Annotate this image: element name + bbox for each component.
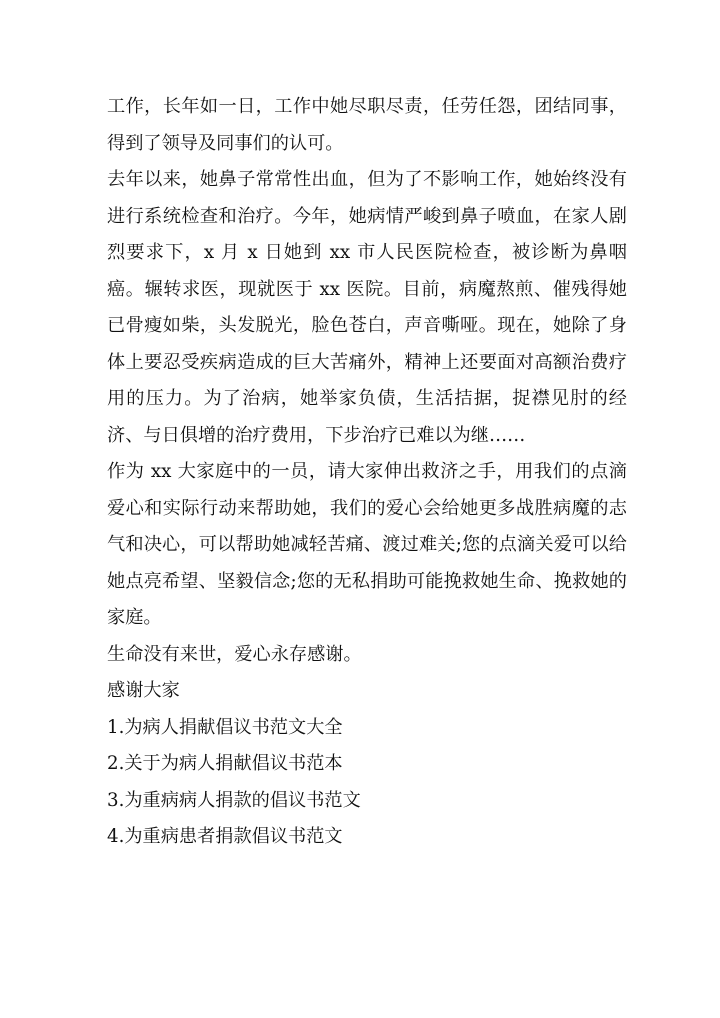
paragraph-thanks: 感谢大家 — [107, 680, 180, 701]
paragraph-illness: 去年以来，她鼻子常常性出血，但为了不影响工作，她始终没有进行系统检查和治疗。今年，她病情严峻到鼻子喷血，在家人剧烈要求下，x 月 x 日她到 xx 市人民医院检查，被诊断为鼻咽癌。辗转求医，现就医于 xx 医院。目前，病魔熬煎、催残得她已骨瘦如柴，头发脱光，脸色苍白，声音嘶哑。现在，她除了身体上要忍受疾病造成的巨大苦痛外，精神上还要面对高额治费疗用的压力。为了治病，她举家负债，生活拮据，捉襟见肘的经济、与日俱增的治疗费用，下步治疗已难以为继…… — [107, 169, 627, 446]
related-item-2: 2.关于为病人捐献倡议书范本 — [107, 753, 343, 774]
paragraph-closing: 生命没有来世，爱心永存感谢。 — [107, 643, 362, 665]
related-item-1: 1.为病人捐献倡议书范文大全 — [107, 716, 343, 738]
related-item-4: 4.为重病患者捐款倡议书范文 — [107, 826, 343, 847]
document-body — [107, 89, 627, 856]
paragraph-appeal: 作为 xx 大家庭中的一员，请大家伸出救济之手，用我们的点滴爱心和实际行动来帮助她，我们的爱心会给她更多战胜病魔的志气和决心，可以帮助她减轻苦痛、渡过难关;您的点滴关爱可以给她点亮希望、坚毅信念;您的无私捐助可能挽救她生命、挽救她的家庭。 — [107, 461, 627, 628]
related-item-3: 3.为重病病人捐款的倡议书范文 — [107, 789, 361, 811]
paragraph-work: 工作，长年如一日，工作中她尽职尽责，任劳任怨，团结同事，得到了领导及同事们的认可。 — [107, 96, 627, 154]
